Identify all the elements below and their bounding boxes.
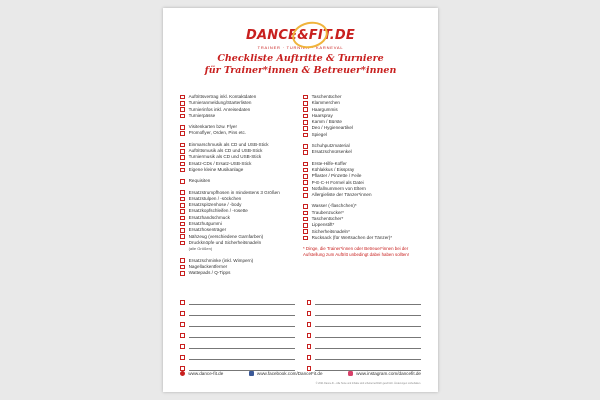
blank-entry[interactable] bbox=[307, 355, 422, 360]
blank-entry[interactable] bbox=[180, 311, 295, 316]
write-in-line[interactable] bbox=[189, 337, 295, 338]
checklist-item-label: Ersatzkopfschleifen / -rosette bbox=[188, 208, 248, 214]
checkbox[interactable] bbox=[303, 180, 308, 185]
globe-icon bbox=[180, 371, 185, 376]
checklist-item-label: Wattepads / Q-Tipps bbox=[188, 270, 231, 276]
checklist-item-label: Rucksack (für Wertsachen der Tänzer)* bbox=[311, 234, 393, 240]
size-note: (alle Größen) bbox=[188, 246, 213, 252]
checklist-item[interactable] bbox=[180, 167, 298, 173]
logo-tagline: TRAINER · TURNIER · KARNEVAL bbox=[257, 45, 344, 50]
checklist-group bbox=[303, 161, 421, 199]
title-line-1: Checkliste Auftritte & Turniere bbox=[217, 53, 384, 64]
blank-entry[interactable] bbox=[307, 322, 422, 327]
checklist-item-label: Ersatz-CDs / Ersatz-USB-Stick bbox=[188, 160, 252, 166]
checklist-item-label: Schuhputzmaterial bbox=[311, 143, 350, 149]
write-in-line[interactable] bbox=[315, 326, 421, 327]
checklist-item-label: Lippenstift* bbox=[311, 222, 335, 228]
checklist-item-label: Taschentücher* bbox=[311, 216, 344, 222]
checklist-item-label: Deo / Hygieneartikel bbox=[311, 125, 353, 131]
checklist-group bbox=[180, 124, 298, 137]
checkbox[interactable] bbox=[303, 144, 308, 149]
checkbox[interactable] bbox=[307, 300, 312, 305]
checkbox[interactable] bbox=[303, 168, 308, 173]
write-in-line[interactable] bbox=[189, 304, 295, 305]
checklist-group bbox=[303, 94, 421, 138]
blank-entry[interactable] bbox=[180, 333, 295, 338]
checklist-item-label: Kamm / Bürste bbox=[311, 119, 342, 125]
checklist-item-label: Ersatzschminke (inkl. Wimpern) bbox=[188, 257, 254, 263]
title-line-2: für Trainer*innen & Betreuer*innen bbox=[204, 65, 397, 76]
page-title bbox=[163, 53, 438, 77]
checklist-item-label: Requisiten bbox=[188, 178, 211, 184]
footer bbox=[180, 371, 421, 376]
write-in-line[interactable] bbox=[189, 315, 295, 316]
checkbox[interactable] bbox=[307, 322, 312, 327]
footer-facebook-text: www.facebook.com/DanceFit.de bbox=[256, 371, 323, 376]
checklist-item-label: Ersatzschnürsenkel bbox=[311, 149, 352, 155]
checklist-item[interactable] bbox=[180, 113, 298, 119]
checkbox[interactable] bbox=[180, 149, 185, 154]
write-in-line[interactable] bbox=[315, 304, 421, 305]
checklist-item-label: Haargummis bbox=[311, 106, 338, 112]
checklist-item[interactable] bbox=[303, 149, 421, 155]
write-in-line[interactable] bbox=[189, 359, 295, 360]
checkbox[interactable] bbox=[303, 229, 308, 234]
checkbox[interactable] bbox=[180, 95, 185, 100]
write-in-line[interactable] bbox=[315, 315, 421, 316]
checklist-item-label: Sicherheitsnadeln* bbox=[311, 228, 350, 234]
blank-entry[interactable] bbox=[307, 333, 422, 338]
checklist-item-label: Turnieranmeldung/Starterlisten bbox=[188, 100, 252, 106]
write-in-line[interactable] bbox=[189, 348, 295, 349]
checkbox[interactable] bbox=[180, 143, 185, 148]
checklist-item-label: Nagellackentferner bbox=[188, 263, 228, 269]
checkbox[interactable] bbox=[303, 162, 308, 167]
checkbox[interactable] bbox=[180, 203, 185, 208]
checkbox[interactable] bbox=[180, 162, 185, 167]
copyright-text: © 2021 Dance-fit – Alle Texte und Inhalte sind urheberrechtlich geschützt. Änderungen vorbehalten. bbox=[315, 382, 421, 385]
checklist-item-label: Visitenkarten bzw. Flyer bbox=[188, 124, 238, 130]
checkbox[interactable] bbox=[180, 179, 185, 184]
footer-instagram-text: www.instagram.com/dancefit.de bbox=[356, 371, 421, 376]
checkbox[interactable] bbox=[307, 355, 312, 360]
checkbox[interactable] bbox=[180, 131, 185, 136]
checklist-item-label: Haarspray bbox=[311, 112, 333, 118]
checkbox[interactable] bbox=[180, 209, 185, 214]
checkbox[interactable] bbox=[180, 228, 185, 233]
checkbox[interactable] bbox=[180, 322, 185, 327]
checkbox[interactable] bbox=[303, 193, 308, 198]
checklist-item-label: P-E-C-H Formel als Datei bbox=[311, 179, 364, 185]
checkbox[interactable] bbox=[303, 126, 308, 131]
blank-line-row bbox=[180, 297, 421, 308]
checklist-item-label: Notfallnummern von Eltern bbox=[311, 185, 366, 191]
checkbox[interactable] bbox=[303, 204, 308, 209]
checklist-item[interactable] bbox=[303, 192, 421, 198]
checklist-item[interactable] bbox=[303, 132, 421, 138]
write-in-line[interactable] bbox=[315, 348, 421, 349]
checkbox[interactable] bbox=[180, 300, 185, 305]
write-in-line[interactable] bbox=[189, 326, 295, 327]
logo-text: DANCE&FIT.DE bbox=[246, 28, 355, 43]
checklist-item-label: Auftrittsvertrag inkl. Kontaktdaten bbox=[188, 94, 257, 99]
checklist-item[interactable] bbox=[180, 178, 298, 184]
checkbox[interactable] bbox=[180, 222, 185, 227]
checkbox[interactable] bbox=[180, 311, 185, 316]
blank-entry[interactable] bbox=[307, 311, 422, 316]
facebook-icon bbox=[249, 371, 254, 376]
checkbox[interactable] bbox=[303, 107, 308, 112]
checklist-right-column bbox=[303, 94, 421, 258]
checkbox[interactable] bbox=[303, 236, 308, 241]
checklist-item[interactable] bbox=[180, 130, 298, 136]
checklist-item-label: Ersatzhosenträger bbox=[188, 227, 227, 233]
footer-website[interactable] bbox=[180, 371, 223, 376]
checklist-item-label: Ersatzstrumpfhosen in mindestens 3 Größen bbox=[188, 189, 280, 195]
checklist-item-label: Nähzeug (verschiedene Garnfarben) bbox=[188, 233, 264, 239]
checkbox[interactable] bbox=[303, 133, 308, 138]
checklist-item-label: Traubenzucker* bbox=[311, 209, 344, 215]
checklist-item-label: Promoflyer, Orden, Pins etc. bbox=[188, 130, 247, 136]
checkbox[interactable] bbox=[180, 114, 185, 119]
checkbox[interactable] bbox=[180, 265, 185, 270]
checklist-item-label: Turnierpässe bbox=[188, 112, 216, 118]
blank-lines-area bbox=[180, 297, 421, 374]
blank-line-row bbox=[180, 341, 421, 352]
checkbox[interactable] bbox=[303, 187, 308, 192]
checklist-item-label: Ersatzhandschmuck bbox=[188, 214, 230, 220]
checkbox[interactable] bbox=[180, 258, 185, 263]
checkbox[interactable] bbox=[303, 174, 308, 179]
checklist-item[interactable] bbox=[180, 270, 298, 276]
checkbox[interactable] bbox=[303, 223, 308, 228]
blank-line-row bbox=[180, 352, 421, 363]
checkbox[interactable] bbox=[180, 355, 185, 360]
checkbox[interactable] bbox=[180, 190, 185, 195]
checklist-group bbox=[180, 178, 298, 184]
checklist-item-label: Taschentücher bbox=[311, 94, 342, 99]
checkbox[interactable] bbox=[180, 101, 185, 106]
checkbox[interactable] bbox=[303, 101, 308, 106]
checklist-item-label: Ersatzhutgummi bbox=[188, 221, 222, 227]
blank-line-row bbox=[180, 319, 421, 330]
checklist-group bbox=[303, 143, 421, 156]
checkbox[interactable] bbox=[180, 216, 185, 221]
checkbox[interactable] bbox=[307, 344, 312, 349]
checklist-item-label: Pflaster / Pinzette / Feile bbox=[311, 173, 362, 179]
checkbox[interactable] bbox=[180, 168, 185, 173]
checkbox[interactable] bbox=[307, 333, 312, 338]
write-in-line[interactable] bbox=[315, 337, 421, 338]
checklist-item-label: Ersatzspitzenhose / -body bbox=[188, 202, 242, 208]
checkbox[interactable] bbox=[180, 125, 185, 130]
checklist-item-label: Wasser (-flaschchen)* bbox=[311, 203, 357, 209]
checklist-item-label: Spiegel bbox=[311, 131, 327, 137]
checkbox[interactable] bbox=[180, 333, 185, 338]
asterisk-note: * Dinge, die Trainer*innen oder Betreuer*innen bei der Aufstellung zum Auftritt unbedingt dabei haben sollten! bbox=[303, 246, 409, 258]
checklist-item-label: Kühlakkus / Eisspray bbox=[311, 166, 355, 172]
blank-entry[interactable] bbox=[307, 300, 422, 305]
checkbox[interactable] bbox=[303, 150, 308, 155]
footer-website-text: www.dance-fit.de bbox=[188, 371, 224, 376]
checklist-item-label: Turniermusik als CD und USB-Stick bbox=[188, 154, 262, 160]
instagram-icon bbox=[348, 371, 353, 376]
checkbox[interactable] bbox=[303, 120, 308, 125]
checkbox[interactable] bbox=[180, 155, 185, 160]
checklist-group bbox=[180, 94, 298, 119]
checkbox[interactable] bbox=[180, 107, 185, 112]
checkbox[interactable] bbox=[303, 114, 308, 119]
checkbox[interactable] bbox=[180, 344, 185, 349]
blank-entry[interactable] bbox=[180, 355, 295, 360]
checklist-page bbox=[163, 8, 438, 392]
checklist-group bbox=[180, 258, 298, 277]
checkbox[interactable] bbox=[180, 197, 185, 202]
checklist-group bbox=[303, 203, 421, 241]
logo bbox=[163, 26, 438, 54]
write-in-line[interactable] bbox=[315, 359, 421, 360]
checkbox[interactable] bbox=[307, 311, 312, 316]
footer-facebook[interactable] bbox=[249, 371, 323, 376]
blank-entry[interactable] bbox=[180, 322, 295, 327]
checkbox[interactable] bbox=[180, 271, 185, 276]
footer-instagram[interactable] bbox=[348, 371, 421, 376]
checklist-item-label: Klammerchen bbox=[311, 100, 340, 106]
checklist-item-label: Allergieliste der Tänzer*innen bbox=[311, 192, 372, 198]
blank-entry[interactable] bbox=[180, 344, 295, 349]
checklist-item-label: Turnierinfos inkl. Anreisedaten bbox=[188, 106, 251, 112]
checklist-item-label: Ersatzstulpen / -söckchen bbox=[188, 195, 242, 201]
checklist-item[interactable] bbox=[303, 235, 421, 241]
checkbox[interactable] bbox=[180, 234, 185, 239]
checkbox[interactable] bbox=[303, 211, 308, 216]
checklist-item-label: Erste-Hilfe-Koffer bbox=[311, 160, 347, 166]
checkbox[interactable] bbox=[303, 95, 308, 100]
checklist-item-label: Einmarschmusik als CD und USB-Stick bbox=[188, 141, 269, 147]
checkbox[interactable] bbox=[303, 217, 308, 222]
blank-line-row bbox=[180, 308, 421, 319]
checklist-group bbox=[180, 190, 298, 253]
checklist-item-label: Druckknöpfe und Sicherheitsnadeln bbox=[188, 239, 262, 245]
checklist-group bbox=[180, 142, 298, 173]
blank-entry[interactable] bbox=[180, 300, 295, 305]
checkbox[interactable] bbox=[180, 241, 185, 246]
checklist-item-label: Auftrittsmusik als CD und USB-Stick bbox=[188, 148, 263, 154]
checklist-left-column bbox=[180, 94, 298, 281]
blank-entry[interactable] bbox=[307, 344, 422, 349]
checklist-item-label: Eigene kleine Musikanlage bbox=[188, 166, 244, 172]
blank-line-row bbox=[180, 330, 421, 341]
